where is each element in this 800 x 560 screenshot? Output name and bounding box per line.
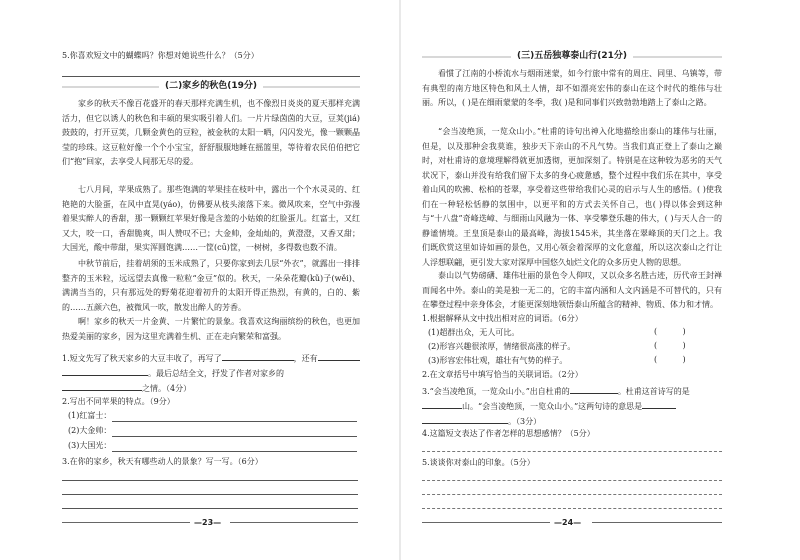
- answer-line[interactable]: [112, 436, 357, 437]
- answer-line[interactable]: [62, 494, 358, 495]
- question-2: 2.写出不同苹果的特点。（9分）: [62, 397, 175, 406]
- question-1-end: 之情。（4分）: [62, 381, 191, 395]
- question-1-cont: 。最后总结全文，抒发了作者对家乡的: [62, 366, 284, 380]
- answer-line[interactable]: [62, 76, 360, 77]
- q1-item-1: (1)超群出众，无人可比。: [428, 328, 520, 337]
- answer-line[interactable]: [422, 480, 722, 481]
- question-3: 3.在你的家乡，秋天有哪些动人的景象？写一写。（6分）: [62, 457, 263, 466]
- page-number: —23—: [194, 518, 222, 527]
- q1-item-2: (2)形容兴趣很浓厚，情绪很高涨的样子。: [428, 342, 576, 351]
- answer-paren[interactable]: ( ): [654, 355, 686, 364]
- section-2-title: (二)家乡的秋色(19分): [62, 80, 360, 93]
- passage-paragraph-2: 七八月间，苹果成熟了。那些饱满的苹果挂在枝叶中，露出一个个水灵灵的、红艳艳的大脸蛋，在风中直晃(yáo)，仿佛要从枝头滚落下来。微风吹来，空气中弥漫着果实醉人的香甜，那一颗颗红苹果好像是含羞的小姑娘的红脸蛋儿。红富士，又红又大，咬一口，香甜脆爽，叫人赞叹不已；大金帅，金灿灿的，黄澄澄，又香又甜；大国光，酸中带甜，果实浑圆饱满……一筐(cū)筐，一树树，多得数也数不清。: [62, 185, 360, 252]
- question-4: 4.这篇短文表达了作者怎样的思想感情？（5分）: [422, 429, 595, 438]
- question-1: 1.根据解释从文中找出相对应的词语。（6分）: [422, 314, 583, 323]
- fill-blank[interactable]: [422, 399, 462, 409]
- passage-paragraph-3: 中秋节前后，挂着胡须的玉米成熟了，只要你家到去几层“外衣”，就露出一排排整齐的玉米粒，远远望去真像一粒粒“金豆”似的。秋天，一朵朵花瓣(kǔ)子(wěi)、满满当当的，只有那远处的野菊花迎着初升的太阳开得正热烈，有黄的，白的、紫的……五颜六色，被微风一吹，散发出醉人的芳香。: [62, 259, 360, 312]
- answer-line[interactable]: [422, 451, 722, 452]
- fill-blank[interactable]: [422, 414, 508, 424]
- answer-line[interactable]: [62, 480, 358, 481]
- question-3-cont: 山。“会当凌绝顶，一览众山小。”这两句诗的意思是: [422, 399, 676, 413]
- fill-blank[interactable]: [642, 399, 676, 409]
- q2-item-2: (2)大金帅：: [68, 426, 112, 435]
- passage-paragraph-1: 看惯了江南的小桥流水与烟雨迷蒙，如今行旅中常有的周庄、同里、乌镇等，带有典型的南方地区特色和风土人情，却不如漂亮宏伟的泰山在这个时代的维伟与壮丽。所以，( )是在细雨蒙蒙的冬季，我( )是和同事们兴致勃勃地踏上了泰山之路。: [422, 69, 722, 107]
- question-3-end: 。（3分）: [422, 414, 541, 428]
- fill-blank[interactable]: [62, 366, 148, 376]
- fill-blank[interactable]: [318, 351, 360, 361]
- passage-paragraph-3: 泰山以气势磅礴、雄伟壮丽的景色令人仰叹，又以众多名胜古迹，历代帝王封禅而闻名中外。泰山的美是独一无二的，它的丰富内涵和人文内涵是不可替代的，只有在攀登过程中亲身体会，才能更深刻地领悟泰山所蕴含的精神、物质、体力和才情。: [422, 271, 722, 309]
- answer-line[interactable]: [112, 451, 357, 452]
- answer-line[interactable]: [422, 508, 722, 509]
- q1-item-3: (3)形容宏伟壮观，雄壮有气势的样子。: [428, 356, 568, 365]
- prev-question-5: 5.你喜欢短文中的蝴蝶吗？你想对她说些什么？（5分）: [62, 51, 259, 60]
- question-2: 2.在文章括号中填写恰当的关联词语。（2分）: [422, 370, 583, 379]
- passage-paragraph-2: “会当凌绝顶，一览众山小。”杜甫的诗句出神入化地描绘出泰山的雄伟与壮丽，但是，以及那种会我莫谁，独步天下亲山的不凡气势。当我们真正登上了泰山之巅时，对杜甫诗的意境理解得就更加透彻，更加深刻了。特别是在这种较为恶劣的天气状况下，泰山并没有给我们留下太多的身心疲惫感，整个过程中我们乐在其中，享受着山风的吹拂、松柏的苍翠，享受着这些带给我们心灵的启示与人生的感悟。( )使我们在一种轻松恬静的氛围中，以更平和的方式去关怀自己，也( )得以体会到这种与“十八盘”奇峰迭嶂、与细雨山风融为一体、享受攀登乐趣的伟大，( )与天人合一的静谧情境。王皇顶是泰山的最高峰，海拔1545米，其坐落在翠峰顶的天门之上。我们既欣赏这里如诗如画的景色，又用心领会着深厚的文化意蕴，所以这次泰山之行让人浮想联翩，更引发大家对深厚中国悠久灿烂文化的众多历史人物的思想。: [422, 127, 722, 267]
- section-3-title: (三)五岳独尊泰山行(21分): [422, 50, 722, 63]
- passage-paragraph-1: 家乡的秋天不像百花盛开的春天那样充满生机，也不像烈日炎炎的夏天那样充满活力，但它以诱人的秋色和丰硕的果实吸引着人们。一片片绿茵茵的大豆，豆荚(jiá)鼓鼓的，打开豆荚，几颗金黄色的豆粒，被金秋的太阳一晒，闪闪发光，像一颗颗晶莹的珍珠。这豆粒好像一个个小宝宝，舒舒服服地睡在摇篮里，等待着农民伯伯把它们“抱”回家，去享受人间那无尽的爱。: [62, 99, 360, 166]
- fill-blank[interactable]: [62, 381, 142, 391]
- fill-blank[interactable]: [570, 384, 618, 394]
- answer-line[interactable]: [112, 421, 357, 422]
- question-5: 5.谈谈你对泰山的印象。（5分）: [422, 458, 535, 467]
- answer-paren[interactable]: ( ): [654, 327, 686, 336]
- q2-item-1: (1)红富士：: [68, 411, 112, 420]
- answer-line[interactable]: [62, 508, 358, 509]
- fill-blank[interactable]: [222, 351, 294, 361]
- question-1: 1.短文先写了秋天家乡的大豆丰收了，再写了 ，还有: [62, 351, 360, 365]
- right-page: [400, 0, 800, 560]
- answer-paren[interactable]: ( ): [654, 341, 686, 350]
- question-3: 3.“会当凌绝顶，一览众山小。”出自杜甫的 。杜甫这首诗写的是: [422, 384, 690, 398]
- q2-item-3: (3)大国光：: [68, 441, 112, 450]
- page-number: —24—: [554, 518, 582, 527]
- passage-paragraph-4: 啊！家乡的秋天一片金黄、一片繁忙的景象。我喜欢这绚丽缤纷的秋色，也更加热爱美丽的家乡，因为这里充满着生机、正在走向繁荣和富强。: [62, 317, 360, 341]
- answer-line[interactable]: [422, 494, 722, 495]
